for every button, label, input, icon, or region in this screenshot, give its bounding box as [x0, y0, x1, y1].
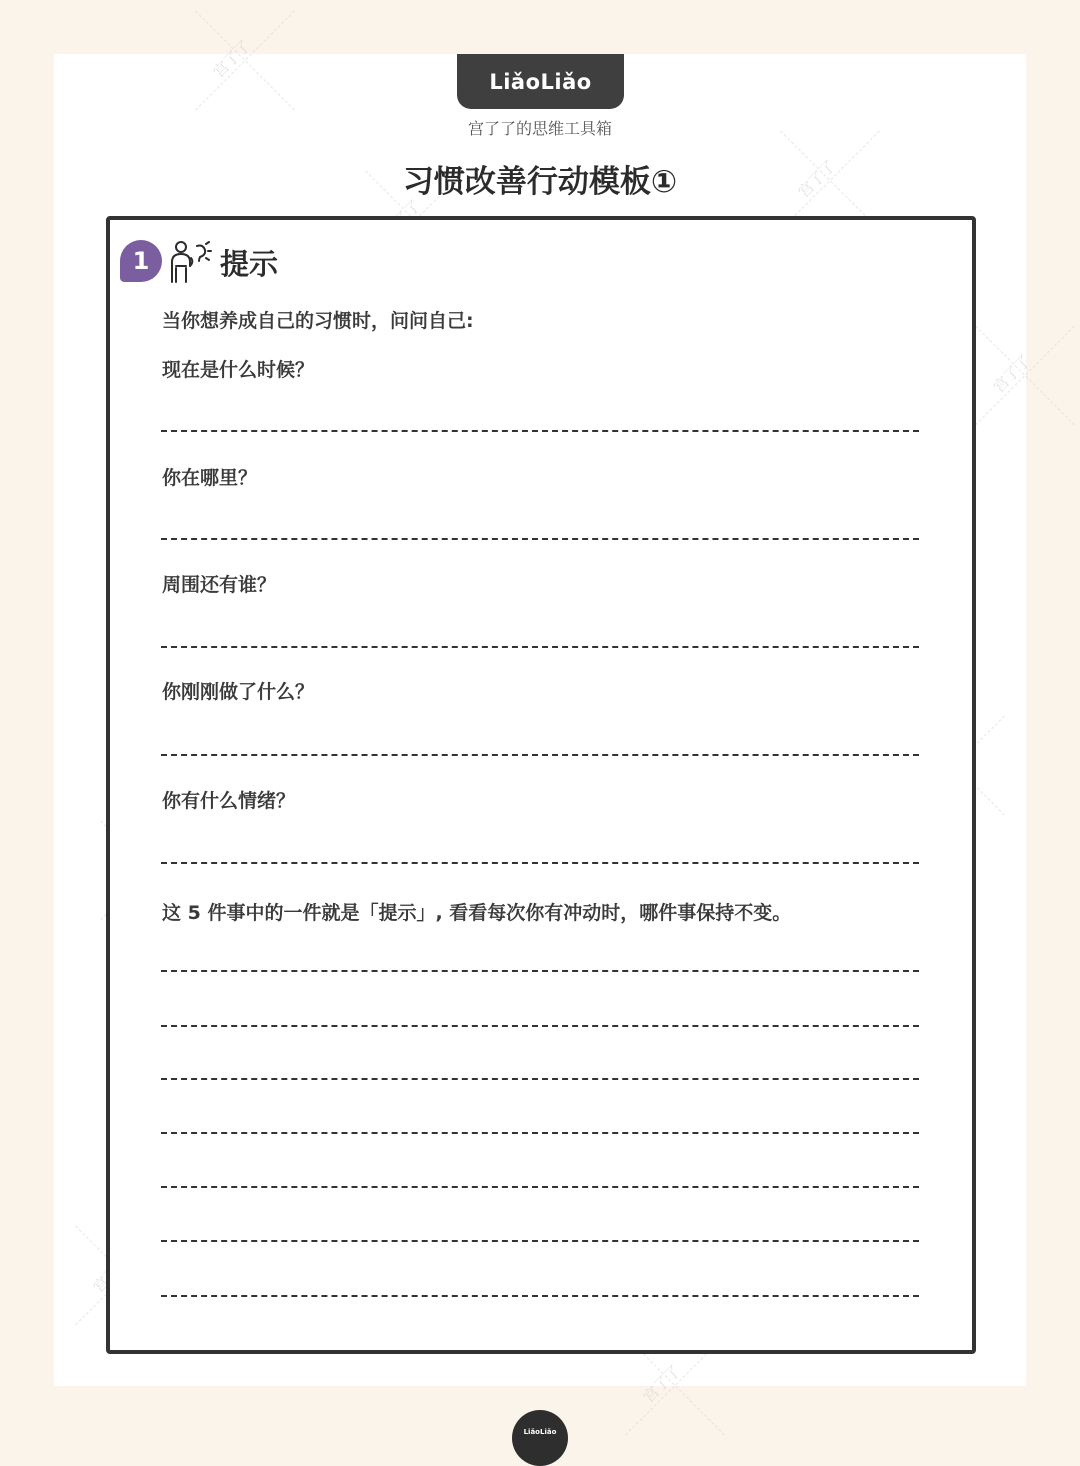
brand-logo: [457, 54, 624, 109]
watermark: 宫了了: [955, 335, 1075, 415]
brand-subtitle: 宫了了的思维工具箱: [467, 119, 612, 138]
answer-line[interactable]: [161, 1132, 919, 1134]
question-place: 你在哪里？: [162, 467, 258, 489]
answer-line[interactable]: [161, 646, 919, 648]
worksheet-frame: [106, 216, 976, 1354]
section-title: 提示: [220, 247, 279, 281]
answer-line[interactable]: [161, 1186, 919, 1188]
watermark: 宫了了: [605, 1345, 725, 1425]
watermark: 宫了了: [760, 140, 880, 220]
answer-line[interactable]: [161, 862, 919, 864]
answer-line[interactable]: [161, 430, 919, 432]
step-number: 1: [132, 247, 150, 275]
answer-line[interactable]: [161, 754, 919, 756]
answer-line[interactable]: [161, 1295, 919, 1297]
answer-line[interactable]: [161, 970, 919, 972]
question-people: 周围还有谁？: [162, 574, 277, 596]
answer-line[interactable]: [161, 1078, 919, 1080]
question-emotion: 你有什么情绪？: [162, 790, 296, 812]
question-time: 现在是什么时候？: [162, 359, 315, 381]
footer-logo: [512, 1410, 568, 1466]
answer-line[interactable]: [161, 1240, 919, 1242]
answer-line[interactable]: [161, 538, 919, 540]
step-number-badge: [120, 240, 162, 282]
footer-logo-text: LiǎoLiǎo: [523, 1428, 557, 1436]
question-action: 你刚刚做了什么？: [162, 681, 315, 703]
answer-line[interactable]: [161, 1025, 919, 1027]
thinking-person-icon: [166, 238, 212, 284]
brand-logo-text: LiǎoLiǎo: [489, 69, 592, 94]
section-intro: 当你想养成自己的习惯时，问问自己:: [162, 310, 474, 332]
watermark: 宫了了: [175, 20, 295, 100]
section-conclusion: 这 5 件事中的一件就是「提示」, 看看每次你有冲动时，哪件事保持不变。: [162, 902, 792, 924]
page-title: 习惯改善行动模板①: [402, 164, 678, 200]
